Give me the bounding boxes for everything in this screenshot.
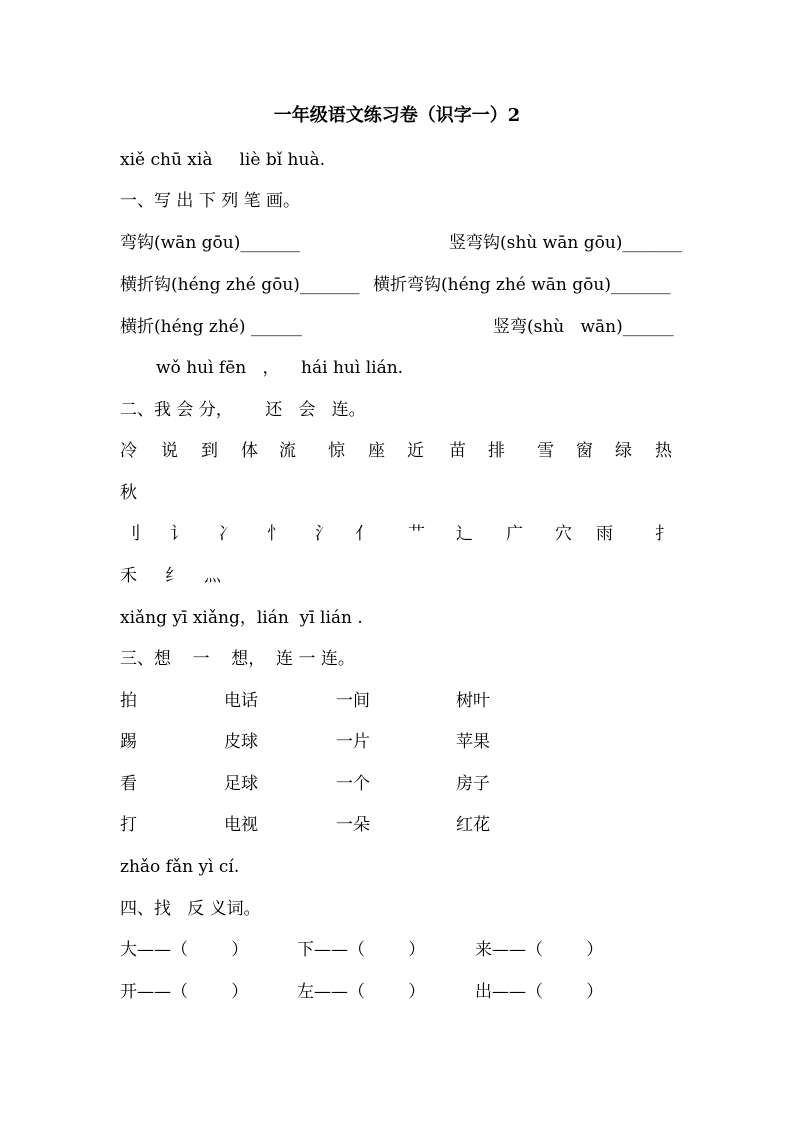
s4-heading: 四、找 反 义词。 xyxy=(120,899,261,919)
char-item: 秋 xyxy=(120,483,137,503)
radical-item: 艹 xyxy=(408,524,425,544)
worksheet-title: 一年级语文练习卷（识字一）2 xyxy=(273,105,521,126)
s2-pinyin: wǒ huì fēn ， hái huì lián. xyxy=(156,358,404,378)
match-cell: 房子 xyxy=(456,774,490,794)
s4-pinyin: zhǎo fǎn yì cí. xyxy=(120,857,240,877)
radical-item: 忄 xyxy=(267,524,284,544)
radical-item: 辶 xyxy=(456,524,473,544)
antonym-item: 下——（ ） xyxy=(297,940,426,960)
s3-pinyin: xiǎng yī xiǎng，lián yī lián . xyxy=(120,608,363,628)
match-cell: 足球 xyxy=(224,774,258,794)
char-item: 流 xyxy=(279,441,296,461)
stroke-item: 竖弯钩(shù wān gōu)_______ xyxy=(449,233,682,253)
radical-item: 雨 xyxy=(596,524,613,544)
char-item: 排 xyxy=(488,441,505,461)
char-item: 体 xyxy=(241,441,258,461)
match-cell: 电话 xyxy=(224,691,258,711)
match-cell: 红花 xyxy=(456,815,490,835)
char-item: 窗 xyxy=(576,441,593,461)
s1-heading: 一、写 出 下 列 笔 画。 xyxy=(120,191,301,211)
char-item: 雪 xyxy=(537,441,554,461)
antonym-item: 大——（ ） xyxy=(120,940,249,960)
s2-heading: 二、我 会 分， 还 会 连。 xyxy=(120,400,366,420)
match-cell: 树叶 xyxy=(456,691,490,711)
match-cell: 皮球 xyxy=(224,732,258,752)
char-item: 惊 xyxy=(328,441,345,461)
radical-item: 穴 xyxy=(555,524,572,544)
radical-item: 氵 xyxy=(315,524,332,544)
stroke-item: 横折钩(héng zhé gōu)_______ xyxy=(120,275,360,295)
match-cell: 电视 xyxy=(224,815,258,835)
char-item: 苗 xyxy=(449,441,466,461)
radical-item: 广 xyxy=(506,524,523,544)
match-cell: 一个 xyxy=(336,774,370,794)
match-cell: 踢 xyxy=(120,732,137,752)
radical-item: 刂 xyxy=(124,524,141,544)
char-item: 热 xyxy=(655,441,672,461)
radical-item: 纟 xyxy=(165,566,182,586)
match-cell: 打 xyxy=(120,815,137,835)
match-cell: 看 xyxy=(120,774,137,794)
s1-pinyin: xiě chū xià liè bǐ huà. xyxy=(120,150,325,170)
match-cell: 一朵 xyxy=(336,815,370,835)
stroke-item: 横折弯钩(héng zhé wān gōu)_______ xyxy=(373,275,671,295)
char-item: 座 xyxy=(368,441,385,461)
radical-item: 禾 xyxy=(120,566,137,586)
char-item: 说 xyxy=(161,441,178,461)
match-cell: 苹果 xyxy=(456,732,490,752)
char-item: 绿 xyxy=(615,441,632,461)
radical-item: 扌 xyxy=(655,524,672,544)
stroke-item: 竖弯(shù wān)______ xyxy=(493,317,674,337)
radical-item: 灬 xyxy=(204,566,221,586)
stroke-item: 横折(héng zhé) ______ xyxy=(120,317,302,337)
s3-heading: 三、想 一 想， 连 一 连。 xyxy=(120,649,355,669)
antonym-item: 来——（ ） xyxy=(475,940,604,960)
char-item: 近 xyxy=(407,441,424,461)
antonym-item: 左——（ ） xyxy=(297,982,426,1002)
radical-item: 冫 xyxy=(218,524,235,544)
stroke-item: 弯钩(wān gōu)_______ xyxy=(120,233,300,253)
match-cell: 拍 xyxy=(120,691,137,711)
char-item: 到 xyxy=(201,441,218,461)
radical-item: 亻 xyxy=(355,524,372,544)
match-cell: 一间 xyxy=(336,691,370,711)
radical-item: 讠 xyxy=(170,524,187,544)
antonym-item: 开——（ ） xyxy=(120,982,249,1002)
antonym-item: 出——（ ） xyxy=(475,982,604,1002)
match-cell: 一片 xyxy=(336,732,370,752)
char-item: 冷 xyxy=(120,441,137,461)
